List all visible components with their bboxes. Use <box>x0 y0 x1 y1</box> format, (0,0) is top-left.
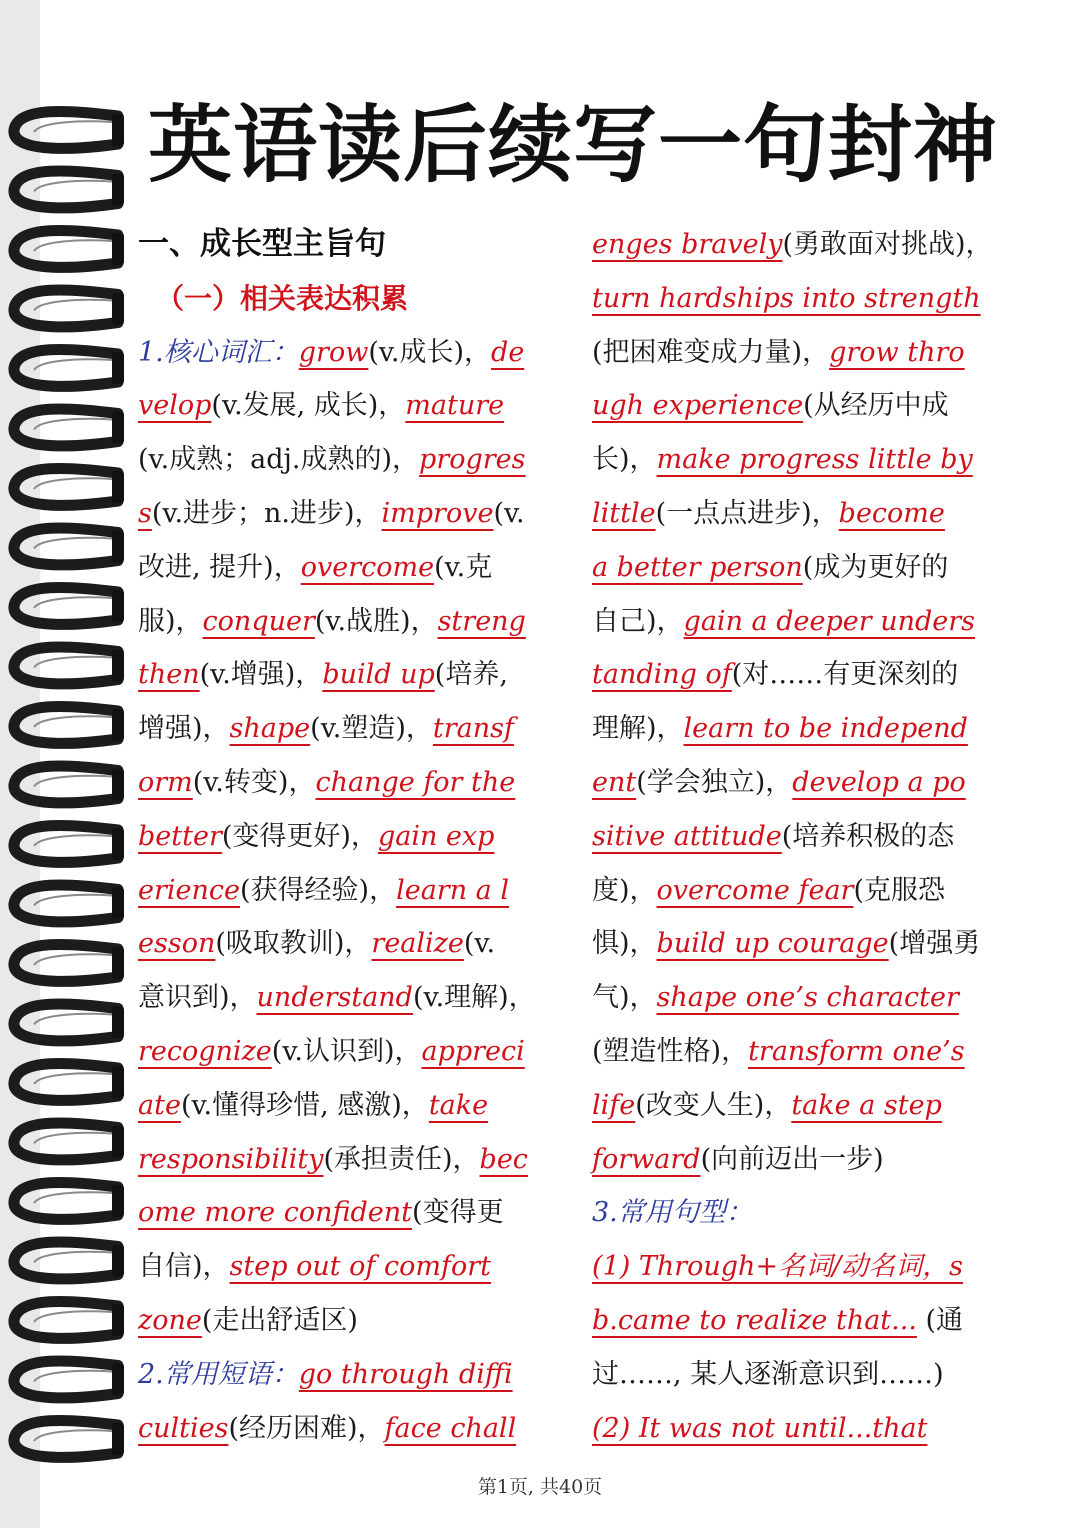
text-line <box>138 756 578 810</box>
text-line <box>138 917 578 971</box>
plain-text: (v.成熟；adj.成熟的)， <box>138 444 420 476</box>
key-expression: turn hardships into strength <box>592 282 981 314</box>
page-number-footer: 第1页, 共40页 <box>477 1476 603 1498</box>
key-expression: develop a po <box>792 766 966 798</box>
plain-text: (v.理解)， <box>412 982 536 1014</box>
key-expression: little <box>592 497 656 529</box>
plain-text: (走出舒适区) <box>201 1304 358 1336</box>
plain-text: 自己)， <box>592 605 684 637</box>
text-line <box>138 648 578 702</box>
key-expression: take <box>428 1089 489 1121</box>
key-expression: realize <box>371 928 464 960</box>
key-expression: then <box>138 659 200 691</box>
text-line <box>592 1402 1032 1456</box>
key-expression: orm <box>138 766 193 798</box>
text-line <box>138 810 578 864</box>
key-expression: enges bravely <box>592 229 783 260</box>
key-expression: overcome fear <box>656 874 854 906</box>
key-expression: grow thro <box>829 336 965 368</box>
page-title: 英语读后续写一句封神 <box>148 96 999 194</box>
key-expression: transf <box>432 713 514 745</box>
plain-text: 过……, 某人逐渐意识到……) <box>592 1358 944 1390</box>
key-expression: change for the <box>315 766 516 798</box>
key-expression: (1) Through+名词/动名词，s <box>592 1251 964 1283</box>
key-expression: recognize <box>138 1035 272 1067</box>
key-expression: erience <box>138 874 240 906</box>
notebook-spiral-binding <box>0 0 135 1528</box>
plain-text: 服)， <box>138 605 203 637</box>
text-line <box>592 1079 1032 1133</box>
key-expression: take a step <box>791 1089 942 1121</box>
text-line <box>138 1240 578 1294</box>
text-line <box>592 379 1032 433</box>
text-line <box>138 218 578 272</box>
text-line <box>592 864 1032 918</box>
text-line <box>592 595 1032 649</box>
text-line <box>592 272 1032 326</box>
plain-text: (v.懂得珍惜, 感激)， <box>180 1089 429 1121</box>
plain-text: (培养, <box>434 659 508 691</box>
text-line <box>592 1186 1032 1240</box>
plain-text: (变得更 <box>412 1197 504 1229</box>
text-line <box>592 1025 1032 1079</box>
right-column <box>592 218 1032 1455</box>
key-expression: face chall <box>384 1412 517 1444</box>
key-expression: b.came to realize that... <box>592 1304 917 1336</box>
plain-text: (承担责任)， <box>323 1143 480 1175</box>
text-line <box>138 702 578 756</box>
plain-text: 度)， <box>592 874 657 906</box>
plain-text: (v.克 <box>434 551 493 583</box>
key-expression: culties <box>138 1412 229 1444</box>
plain-text: 增强)， <box>138 713 230 745</box>
key-expression: ate <box>138 1089 181 1121</box>
text-line <box>592 648 1032 702</box>
key-expression: ent <box>592 766 637 798</box>
subsection-heading: （一）相关表达积累 <box>156 281 409 315</box>
text-line <box>592 917 1032 971</box>
text-line <box>592 1240 1032 1294</box>
plain-text: (培养积极的态 <box>781 820 955 852</box>
plain-text: (吸取教训)， <box>215 928 372 960</box>
key-expression: velop <box>138 390 212 422</box>
plain-text: (v. <box>463 928 496 960</box>
plain-text: 理解)， <box>592 713 684 745</box>
plain-text: 气)， <box>592 982 657 1014</box>
key-expression: conquer <box>202 605 315 637</box>
text-line <box>592 1348 1032 1402</box>
text-line <box>138 864 578 918</box>
plain-text: (v.战胜)， <box>314 605 438 637</box>
key-expression: build up <box>322 659 435 691</box>
plain-text: (v.转变)， <box>192 766 316 798</box>
plain-text: (一点点进步)， <box>655 497 839 529</box>
text-line <box>592 433 1032 487</box>
plain-text: 惧)， <box>592 928 657 960</box>
key-expression: understand <box>256 982 413 1014</box>
text-line <box>138 1348 578 1402</box>
section-heading: 一、成长型主旨句 <box>138 226 386 262</box>
key-expression: sitive attitude <box>592 820 782 852</box>
section-label: 3.常用句型： <box>592 1197 753 1229</box>
plain-text: (v.发展, 成长)， <box>211 390 406 422</box>
key-expression: appreci <box>421 1035 525 1067</box>
text-line <box>138 326 578 380</box>
key-expression: grow <box>298 336 369 368</box>
key-expression: make progress little by <box>656 444 973 476</box>
plain-text: 自信)， <box>138 1251 230 1283</box>
key-expression: responsibility <box>138 1143 324 1175</box>
key-expression: overcome <box>300 551 435 583</box>
text-line <box>592 810 1032 864</box>
plain-text: (v. <box>493 497 525 529</box>
key-expression: bec <box>479 1143 528 1175</box>
key-expression: gain a deeper unders <box>683 605 976 637</box>
section-label: 1.核心词汇： <box>138 336 299 368</box>
key-expression: s <box>138 497 152 529</box>
left-column <box>138 218 578 1455</box>
key-expression: step out of comfort <box>229 1251 491 1283</box>
text-line <box>592 702 1032 756</box>
text-line <box>592 218 1032 272</box>
plain-text: (学会独立)， <box>636 766 793 798</box>
text-line <box>138 1294 578 1348</box>
key-expression: learn to be independ <box>683 713 968 745</box>
plain-text: (成为更好的 <box>802 551 949 583</box>
plain-text: (v.进步；n.进步)， <box>151 497 382 529</box>
text-line <box>138 379 578 433</box>
plain-text: (向前迈出一步) <box>700 1143 884 1175</box>
text-line <box>138 487 578 541</box>
plain-text: (克服恐 <box>853 874 946 906</box>
key-expression: zone <box>138 1304 202 1336</box>
key-expression: shape one’s character <box>656 982 959 1014</box>
plain-text: (把困难变成力量)， <box>592 336 830 368</box>
plain-text: (从经历中成 <box>803 390 949 422</box>
plain-text: (经历困难)， <box>228 1412 385 1444</box>
text-line <box>138 541 578 595</box>
plain-text: (勇敢面对挑战)， <box>782 229 993 260</box>
key-expression: progres <box>419 444 526 476</box>
key-expression: a better person <box>592 551 803 583</box>
text-line <box>138 1402 578 1456</box>
plain-text: (v.塑造)， <box>310 713 433 745</box>
key-expression: gain exp <box>377 820 495 852</box>
key-expression: (2) It was not until...that <box>592 1412 928 1444</box>
key-expression: go through diffi <box>298 1358 513 1390</box>
plain-text: (增强勇 <box>888 928 981 960</box>
key-expression: better <box>138 820 222 852</box>
plain-text: (对……有更深刻的 <box>731 659 959 691</box>
key-expression: life <box>592 1089 636 1121</box>
plain-text: (v.增强)， <box>199 659 323 691</box>
text-line <box>138 1079 578 1133</box>
text-line <box>138 971 578 1025</box>
text-line <box>138 1133 578 1187</box>
plain-text: (改变人生)， <box>635 1089 792 1121</box>
text-line <box>592 541 1032 595</box>
plain-text: (v.认识到)， <box>271 1035 422 1067</box>
key-expression: esson <box>138 928 216 960</box>
key-expression: learn a l <box>396 874 509 906</box>
key-expression: ome more confident <box>138 1197 413 1229</box>
text-line <box>592 1294 1032 1348</box>
plain-text: (通 <box>916 1304 964 1336</box>
plain-text: 意识到)， <box>138 982 257 1014</box>
plain-text: (塑造性格)， <box>592 1035 749 1067</box>
key-expression: improve <box>381 497 494 529</box>
key-expression: ugh experience <box>592 390 804 422</box>
text-line <box>592 326 1032 380</box>
plain-text: (获得经验)， <box>240 874 397 906</box>
key-expression: forward <box>592 1143 701 1175</box>
plain-text: 改进, 提升)， <box>138 551 301 583</box>
plain-text: 长)， <box>592 444 657 476</box>
text-line <box>592 487 1032 541</box>
text-line <box>138 1186 578 1240</box>
plain-text: (变得更好)， <box>221 820 378 852</box>
text-line <box>138 1025 578 1079</box>
key-expression: mature <box>405 390 505 422</box>
text-line <box>138 272 578 326</box>
text-line <box>592 971 1032 1025</box>
key-expression: de <box>491 336 525 368</box>
key-expression: become <box>838 497 945 529</box>
key-expression: streng <box>437 605 526 637</box>
key-expression: build up courage <box>656 928 889 960</box>
text-line <box>592 1133 1032 1187</box>
key-expression: transform one’s <box>748 1035 965 1067</box>
plain-text: (v.成长)， <box>368 336 492 368</box>
text-line <box>592 756 1032 810</box>
key-expression: shape <box>229 713 311 745</box>
section-label: 2.常用短语： <box>138 1358 299 1390</box>
text-line <box>138 433 578 487</box>
key-expression: tanding of <box>592 659 732 691</box>
text-line <box>138 595 578 649</box>
